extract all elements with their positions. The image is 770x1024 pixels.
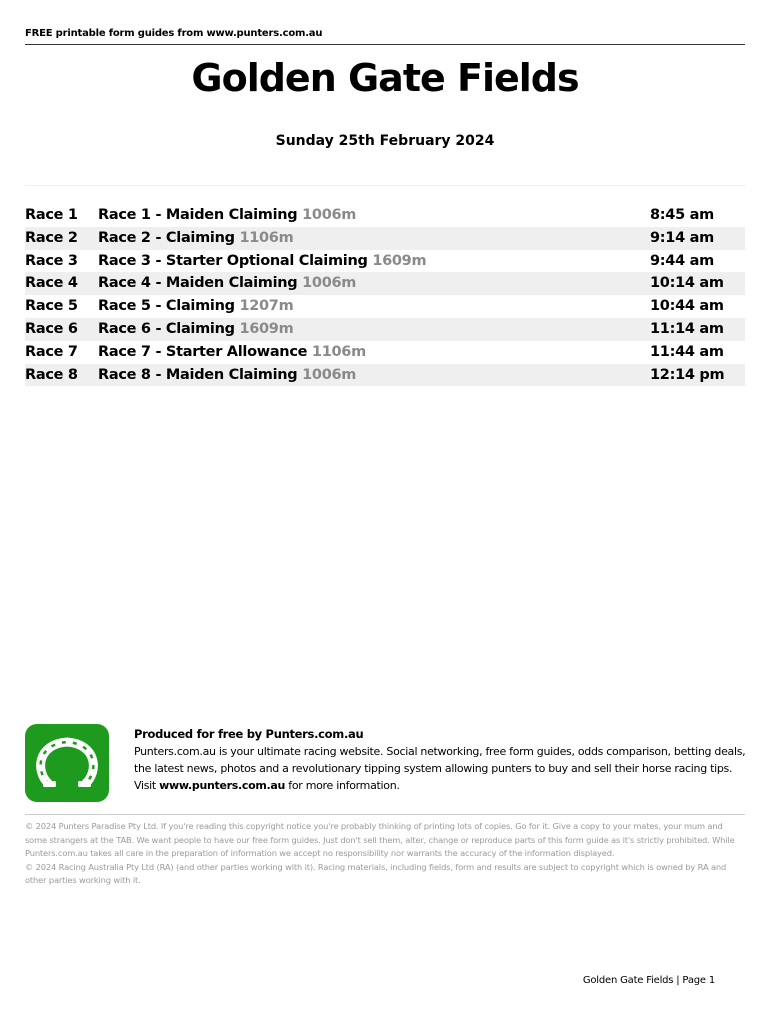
- race-time: 12:14 pm: [650, 366, 725, 383]
- punters-logo: [25, 724, 109, 802]
- race-name: Race 8 - Maiden Claiming: [98, 366, 298, 383]
- race-distance: 1106m: [311, 343, 366, 360]
- race-row: [25, 295, 745, 318]
- header-divider: [25, 44, 745, 45]
- race-distance: 1006m: [302, 207, 357, 223]
- race-row: [25, 227, 745, 250]
- page-title: Golden Gate Fields: [191, 56, 579, 100]
- race-row: [25, 250, 745, 273]
- race-title: [98, 227, 293, 250]
- race-time: 11:14 am: [650, 320, 724, 337]
- website-link[interactable]: www.punters.com.au: [159, 779, 286, 792]
- race-table: [25, 204, 745, 386]
- race-name: Race 6 - Claiming: [98, 320, 235, 337]
- horseshoe-icon: [25, 724, 109, 802]
- race-time: 8:45 am: [650, 207, 714, 223]
- race-time: 9:14 am: [650, 229, 714, 246]
- race-title: [98, 318, 293, 341]
- title-divider: [25, 185, 745, 186]
- race-row: [25, 272, 745, 295]
- promo-visit: [134, 777, 746, 794]
- race-name: Race 2 - Claiming: [98, 229, 235, 246]
- race-name: Race 1 - Maiden Claiming: [98, 207, 298, 223]
- race-distance: 1006m: [302, 366, 357, 383]
- race-name: Race 3 - Starter Optional Claiming: [98, 252, 368, 269]
- race-title: [98, 341, 366, 364]
- race-name: Race 7 - Starter Allowance: [98, 343, 308, 360]
- race-row: [25, 204, 745, 227]
- footer-divider: [25, 814, 745, 815]
- promo-heading: Produced for free by Punters.com.au: [134, 727, 364, 741]
- race-number: Race 3: [25, 252, 78, 269]
- race-title: [98, 364, 356, 387]
- race-time: 9:44 am: [650, 252, 714, 269]
- race-distance: 1106m: [239, 229, 294, 246]
- race-number: Race 4: [25, 275, 78, 292]
- race-title: [98, 204, 356, 227]
- promo-body: Punters.com.au is your ultimate racing website. Social networking, free form guides, odds comparison, betting deals, the latest news, photos and a revolutionary tipping system allowing punters to buy and sell their horse racing tips.: [134, 745, 746, 775]
- race-number: Race 8: [25, 366, 78, 383]
- race-row: [25, 341, 745, 364]
- race-row: [25, 318, 745, 341]
- race-number: Race 1: [25, 207, 78, 223]
- race-distance: 1609m: [239, 320, 294, 337]
- header-tagline: FREE printable form guides from www.punters.com.au: [25, 28, 323, 39]
- race-number: Race 5: [25, 298, 78, 315]
- race-number: Race 7: [25, 343, 78, 360]
- copyright-racing-australia: © 2024 Racing Australia Pty Ltd (RA) (and other parties working with it). Racing materials, including fields, form and results are subject to copyright which is owned by RA and other parties working with it.: [25, 861, 727, 885]
- visit-suffix: for more information.: [285, 779, 400, 792]
- race-distance: 1609m: [372, 252, 427, 269]
- race-date: Sunday 25th February 2024: [275, 133, 495, 149]
- race-name: Race 4 - Maiden Claiming: [98, 275, 298, 292]
- race-number: Race 6: [25, 320, 78, 337]
- race-title: [98, 272, 356, 295]
- race-row: [25, 364, 745, 387]
- page-footer: Golden Gate Fields | Page 1: [582, 975, 715, 986]
- promo-block: [134, 726, 746, 794]
- race-distance: 1006m: [302, 275, 357, 292]
- race-time: 10:14 am: [650, 275, 724, 292]
- visit-prefix: Visit: [134, 779, 160, 792]
- race-title: [98, 250, 426, 273]
- copyright-punters: © 2024 Punters Paradise Pty Ltd. If you're reading this copyright notice you're probably thinking of printing lots of copies. Go for it. Give a copy to your mates, your mum and some strangers at the TAB. We want people to have our free form guides. Just don't sell them, alter, change or reproduce parts of this form guide as it's strictly prohibited. While Punters.com.au takes all care in the preparation of information we accept no responsibility nor warrants the accuracy of the information displayed.: [25, 821, 735, 858]
- race-number: Race 2: [25, 229, 78, 246]
- race-title: [98, 295, 293, 318]
- race-name: Race 5 - Claiming: [98, 298, 235, 315]
- race-time: 10:44 am: [650, 298, 724, 315]
- race-distance: 1207m: [239, 298, 294, 315]
- copyright-notice: [25, 820, 747, 888]
- race-time: 11:44 am: [650, 343, 724, 360]
